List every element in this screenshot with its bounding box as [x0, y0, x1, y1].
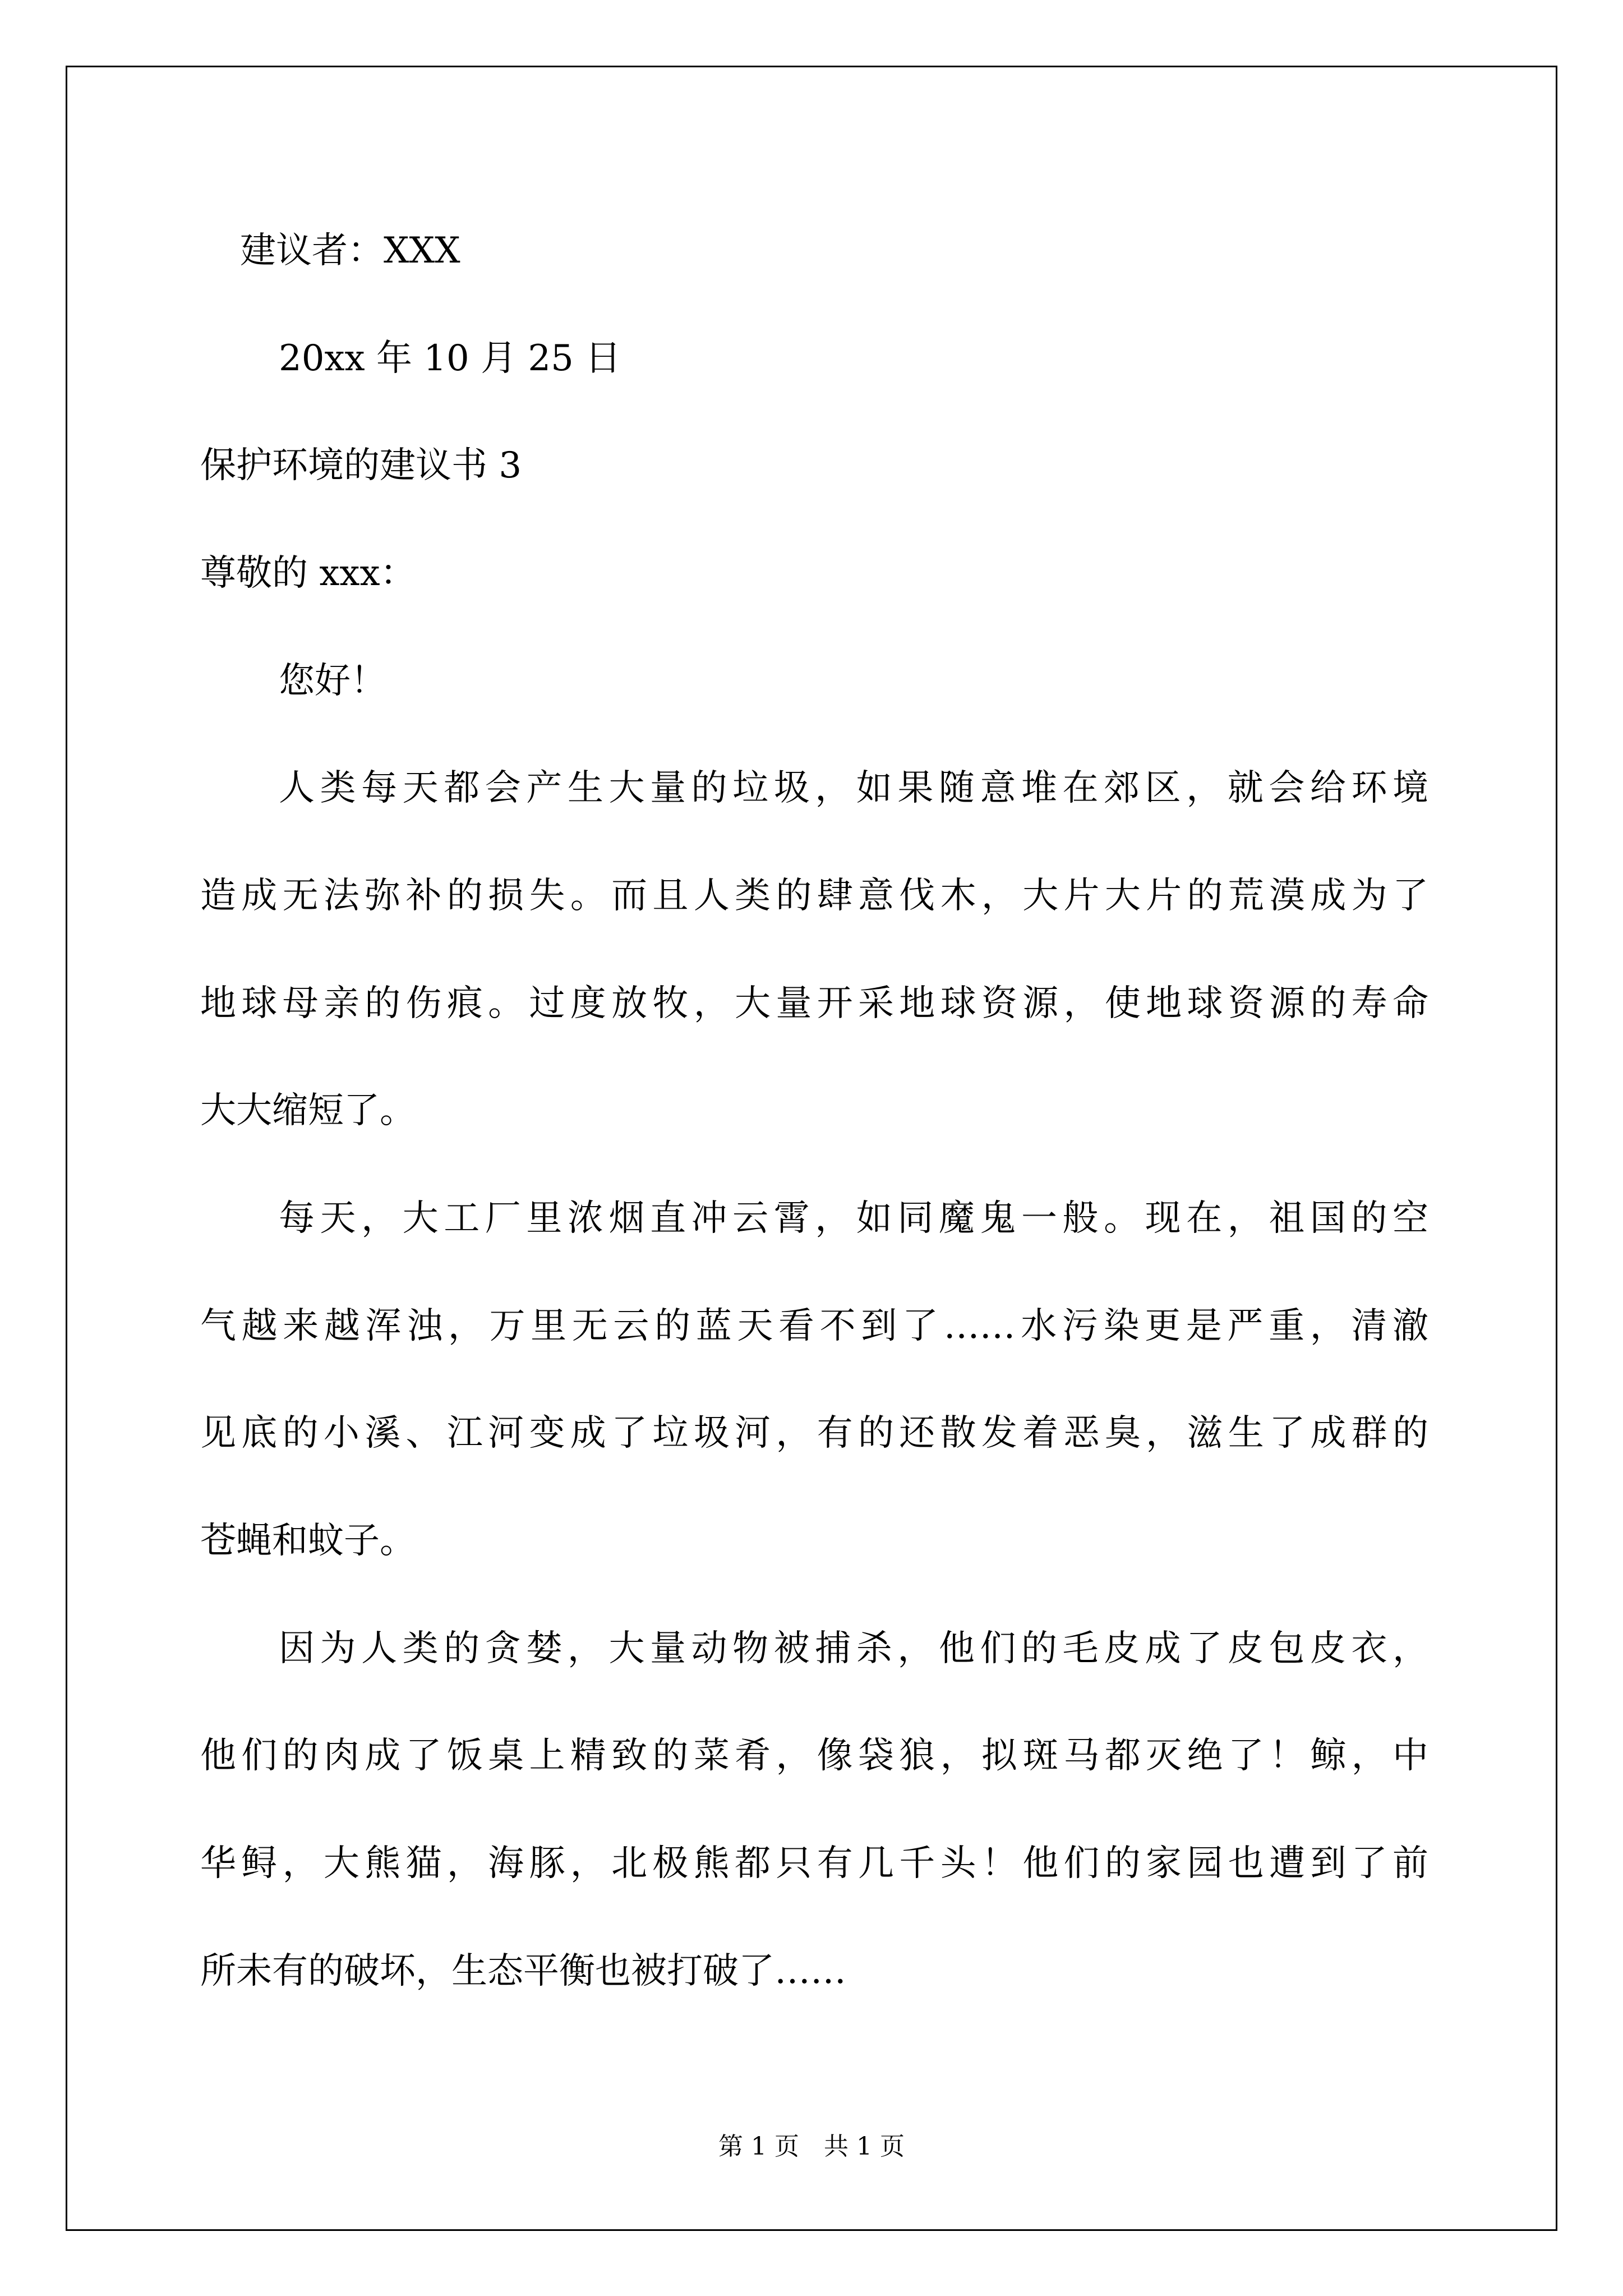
paragraph-3-line-2: 他们的肉成了饭桌上精致的菜肴，像袋狼，拟斑马都灭绝了！鲸，中	[200, 1735, 1428, 1777]
paragraph-1-line-3: 地球母亲的伤痕。过度放牧，大量开采地球资源，使地球资源的寿命	[200, 983, 1428, 1024]
paragraph-1-line-4: 大大缩短了。	[200, 1090, 416, 1131]
page-border	[66, 66, 1557, 2231]
paragraph-2-line-2: 气越来越浑浊，万里无云的蓝天看不到了……水污染更是严重，清澈	[200, 1305, 1428, 1347]
paragraph-2-line-3: 见底的小溪、江河变成了垃圾河，有的还散发着恶臭，滋生了成群的	[200, 1412, 1428, 1454]
paragraph-3-line-4: 所未有的破坏，生态平衡也被打破了……	[200, 1950, 846, 1992]
salutation: 尊敬的 xxx：	[200, 553, 416, 594]
date-line: 20xx 年 10 月 25 日	[279, 338, 621, 379]
proposer-line: 建议者：XXX	[240, 230, 460, 272]
paragraph-3-line-1: 因为人类的贪婪，大量动物被捕杀，他们的毛皮成了皮包皮衣，	[279, 1628, 1428, 1669]
page-footer: 第 1 页 共 1 页	[718, 2132, 905, 2161]
section-title: 保护环境的建议书 3	[200, 445, 522, 486]
paragraph-2-line-4: 苍蝇和蚊子。	[200, 1520, 416, 1562]
paragraph-1-line-2: 造成无法弥补的损失。而且人类的肆意伐木，大片大片的荒漠成为了	[200, 875, 1428, 917]
paragraph-1-line-1: 人类每天都会产生大量的垃圾，如果随意堆在郊区，就会给环境	[279, 767, 1428, 809]
greeting: 您好！	[279, 660, 386, 702]
paragraph-3-line-3: 华鲟，大熊猫，海豚，北极熊都只有几千头！他们的家园也遭到了前	[200, 1843, 1428, 1884]
paragraph-2-line-1: 每天，大工厂里浓烟直冲云霄，如同魔鬼一般。现在，祖国的空	[279, 1198, 1428, 1239]
